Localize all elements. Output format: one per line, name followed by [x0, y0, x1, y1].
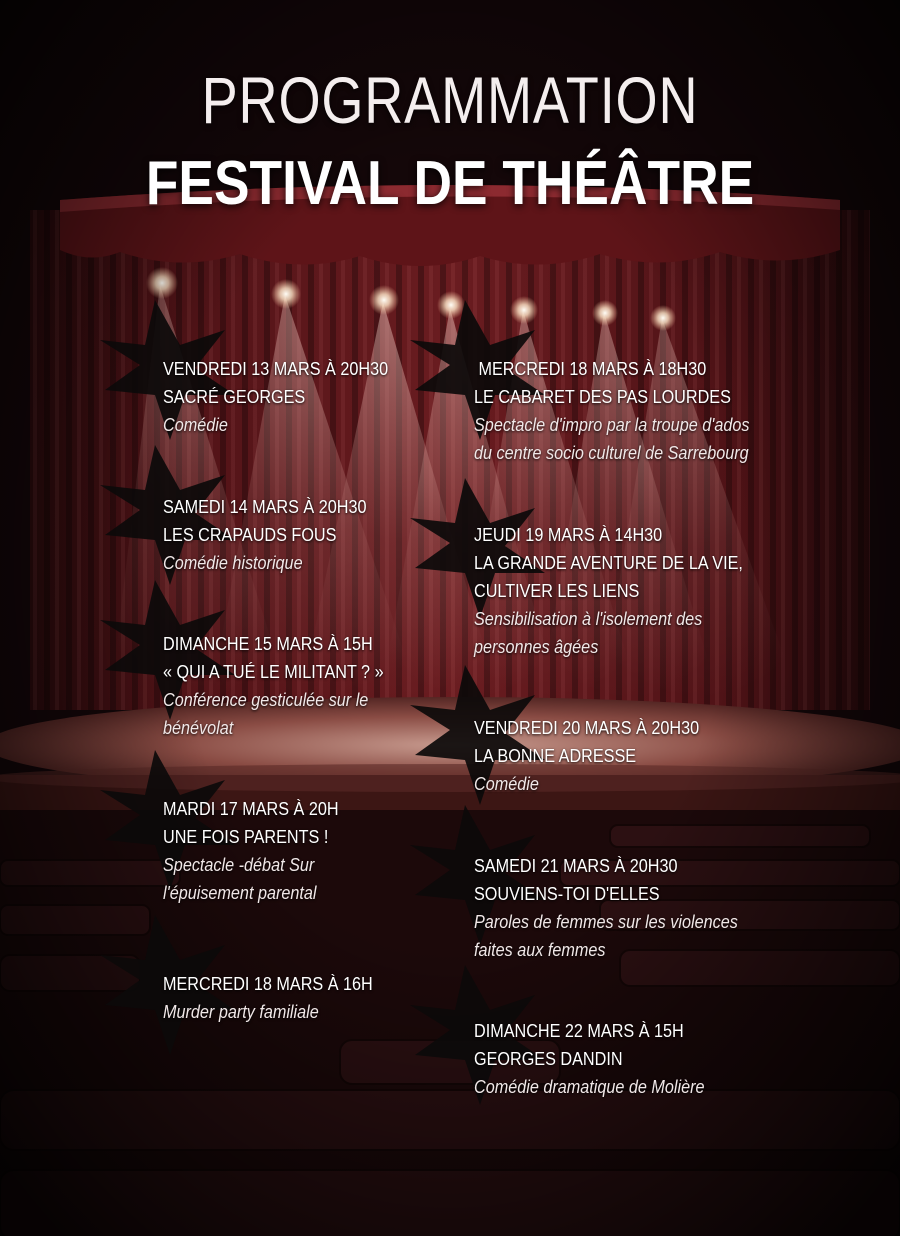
event-title: SACRÉ GEORGES: [163, 387, 306, 407]
event-description: du centre socio culturel de Sarrebourg: [474, 443, 749, 463]
event-date: JEUDI 19 MARS À 14H30: [474, 525, 663, 545]
event-description: bénévolat: [163, 718, 234, 738]
event-right-1-text: [474, 355, 780, 467]
event-description: faites aux femmes: [474, 940, 606, 960]
event-description: Comédie dramatique de Molière: [474, 1077, 705, 1097]
event-date: VENDREDI 13 MARS À 20H30: [163, 359, 389, 379]
poster-title-programmation: PROGRAMMATION: [201, 63, 699, 137]
event-title-line-2: CULTIVER LES LIENS: [474, 581, 640, 601]
event-title: LA GRANDE AVENTURE DE LA VIE,: [474, 553, 743, 573]
event-date: MERCREDI 18 MARS À 16H: [163, 974, 373, 994]
event-date: DIMANCHE 22 MARS À 15H: [474, 1021, 684, 1041]
event-title: LE CABARET DES PAS LOURDES: [474, 387, 731, 407]
event-title: LA BONNE ADRESSE: [474, 746, 637, 766]
event-description: Paroles de femmes sur les violences: [474, 912, 738, 932]
event-right-4-text: [474, 852, 767, 964]
event-date: DIMANCHE 15 MARS À 15H: [163, 634, 373, 654]
event-description: l'épuisement parental: [163, 883, 317, 903]
event-description: personnes âgées: [474, 637, 599, 657]
event-left-3-text: [163, 630, 408, 742]
event-title: SOUVIENS-TOI D'ELLES: [474, 884, 660, 904]
event-date: SAMEDI 14 MARS À 20H30: [163, 497, 367, 517]
event-description: Sensibilisation à l'isolement des: [474, 609, 703, 629]
event-description: Spectacle d'impro par la troupe d'ados: [474, 415, 750, 435]
event-left-1-text: [163, 355, 413, 439]
event-description: Conférence gesticulée sur le: [163, 690, 369, 710]
event-title: GEORGES DANDIN: [474, 1049, 623, 1069]
event-description: Spectacle -débat Sur: [163, 855, 315, 875]
event-right-5-text: [474, 1017, 730, 1101]
event-date: MARDI 17 MARS À 20H: [163, 799, 339, 819]
event-description: Comédie: [163, 415, 228, 435]
event-description: Murder party familiale: [163, 1002, 319, 1022]
poster-title-festival: FESTIVAL DE THÉÂTRE: [145, 149, 755, 218]
event-right-3-text: [474, 714, 724, 798]
event-date: SAMEDI 21 MARS À 20H30: [474, 856, 678, 876]
event-left-4-text: [163, 795, 358, 907]
event-description: Comédie historique: [163, 553, 303, 573]
event-title: « QUI A TUÉ LE MILITANT ? »: [163, 662, 384, 682]
event-description: Comédie: [474, 774, 539, 794]
event-title: UNE FOIS PARENTS !: [163, 827, 329, 847]
event-date: MERCREDI 18 MARS À 18H30: [474, 359, 707, 379]
event-title: LES CRAPAUDS FOUS: [163, 525, 337, 545]
event-date: VENDREDI 20 MARS À 20H30: [474, 718, 700, 738]
event-left-5-text: [163, 970, 396, 1026]
event-right-2-text: [474, 521, 773, 661]
event-left-2-text: [163, 493, 389, 577]
